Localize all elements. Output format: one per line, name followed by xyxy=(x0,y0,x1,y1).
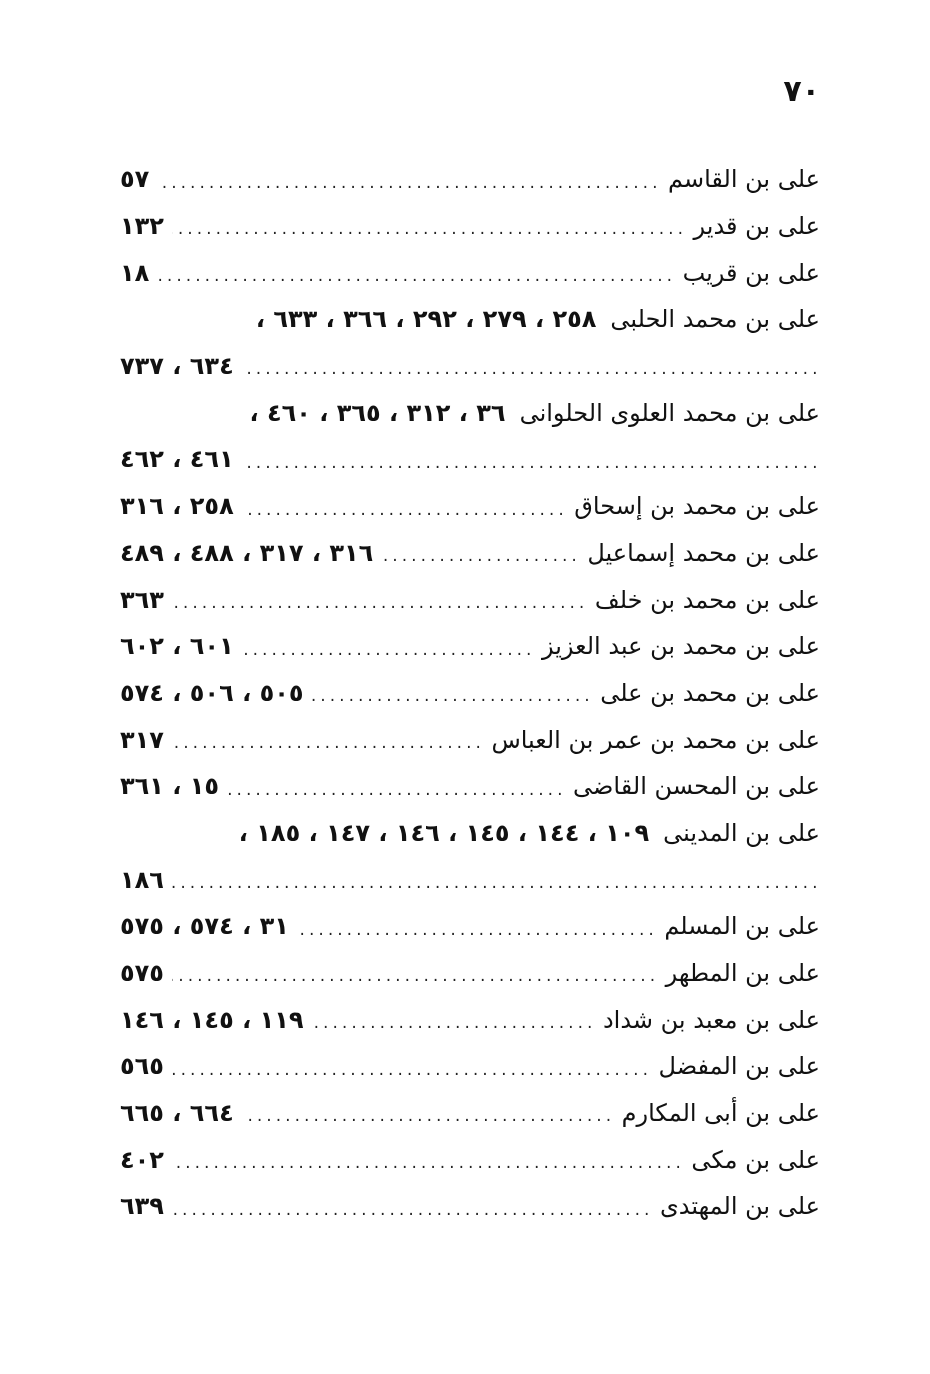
index-entry xyxy=(120,530,820,577)
leader-dots xyxy=(157,177,660,203)
index-entry xyxy=(120,810,820,857)
entry-name: على بن المطهر xyxy=(665,959,820,988)
index-entry xyxy=(120,903,820,950)
entry-pages: ٦٠١ ، ٦٠٢ xyxy=(120,632,234,661)
index-entry xyxy=(120,576,820,623)
index-entry-continuation xyxy=(120,436,820,483)
leader-dots xyxy=(312,1017,595,1043)
leader-dots xyxy=(242,644,534,670)
entry-pages: ٣١٧ xyxy=(120,725,164,754)
entry-name: على بن مكى xyxy=(691,1145,820,1174)
leader-dots xyxy=(172,970,658,996)
entry-name: على بن محمد بن على xyxy=(600,678,820,707)
leader-dots xyxy=(312,690,593,716)
entry-pages: ٥٦٥ xyxy=(120,1052,164,1081)
entry-pages: ٥٧ xyxy=(120,165,150,194)
leader-dots xyxy=(172,1157,683,1183)
entry-pages: ١٣٢ xyxy=(120,212,164,241)
entry-name: على بن أبى المكارم xyxy=(621,1099,820,1128)
entry-name: على بن القاسم xyxy=(668,165,820,194)
entry-pages: ٦٣٤ ، ٧٣٧ xyxy=(120,352,234,381)
entry-pages: ١١٩ ، ١٤٥ ، ١٤٦ xyxy=(120,1005,304,1034)
entry-pages: ٥٠٥ ، ٥٠٦ ، ٥٧٤ xyxy=(120,678,304,707)
index-entry xyxy=(120,156,820,203)
entry-name: على بن محمد بن عمر بن العباس xyxy=(491,725,820,754)
leader-dots xyxy=(242,363,820,389)
leader-dots xyxy=(172,597,587,623)
index-entry xyxy=(120,716,820,763)
index-entry xyxy=(120,623,820,670)
entry-pages: ٣٦ ، ٣١٢ ، ٣٦٥ ، ٤٦٠ ، xyxy=(249,398,506,427)
index-entry xyxy=(120,203,820,250)
entry-pages: ١٥ ، ٣٦١ xyxy=(120,772,220,801)
index-entry xyxy=(120,1090,820,1137)
leader-dots xyxy=(172,877,820,903)
entry-pages: ٥٧٥ xyxy=(120,959,164,988)
index-entry xyxy=(120,1136,820,1183)
index-entry xyxy=(120,249,820,296)
index-entry-continuation xyxy=(120,856,820,903)
entry-name: على بن محمد إسماعيل xyxy=(587,538,820,567)
index-entry xyxy=(120,389,820,436)
leader-dots xyxy=(172,1204,652,1230)
entry-pages: ٣١ ، ٥٧٤ ، ٥٧٥ xyxy=(120,912,289,941)
index-entry xyxy=(120,996,820,1043)
index-entry xyxy=(120,1183,820,1230)
entry-pages: ٤٠٢ xyxy=(120,1145,164,1174)
entry-name: على بن محمد بن عبد العزيز xyxy=(541,632,820,661)
leader-dots xyxy=(172,223,686,249)
entry-pages: ٣١٦ ، ٣١٧ ، ٤٨٨ ، ٤٨٩ xyxy=(120,538,374,567)
entry-pages: ٦٦٤ ، ٦٦٥ xyxy=(120,1099,234,1128)
entry-name: على بن معبد بن شداد xyxy=(602,1005,820,1034)
entry-name: على بن المحسن القاضى xyxy=(573,772,820,801)
index-entry-continuation xyxy=(120,343,820,390)
entry-name: على بن المفضل xyxy=(658,1052,820,1081)
index-entry xyxy=(120,483,820,530)
leader-dots xyxy=(297,924,656,950)
entry-name: على بن محمد الحلبى xyxy=(610,305,820,334)
index-entry xyxy=(120,296,820,343)
leader-dots xyxy=(242,457,820,483)
entry-name: على بن محمد العلوى الحلوانى xyxy=(519,398,820,427)
index-entry xyxy=(120,763,820,810)
leader-dots xyxy=(242,504,567,530)
leader-dots xyxy=(381,550,579,576)
entry-name: على بن المدينى xyxy=(663,818,820,847)
entry-pages: ٤٦١ ، ٤٦٢ xyxy=(120,445,234,474)
entry-name: على بن المهتدى xyxy=(659,1192,820,1221)
leader-dots xyxy=(172,1064,651,1090)
entry-pages: ١٠٩ ، ١٤٤ ، ١٤٥ ، ١٤٦ ، ١٤٧ ، ١٨٥ ، xyxy=(238,818,650,847)
leader-dots xyxy=(227,784,565,810)
entry-name: على بن المسلم xyxy=(664,912,820,941)
entry-name: على بن محمد بن خلف xyxy=(594,585,820,614)
page-number: ٧٠ xyxy=(783,74,820,109)
leader-dots xyxy=(242,1110,614,1136)
index-entry xyxy=(120,670,820,717)
entry-name: على بن قدير xyxy=(693,212,820,241)
entry-pages: ٢٥٨ ، ٢٧٩ ، ٢٩٢ ، ٣٦٦ ، ٦٣٣ ، xyxy=(255,305,597,334)
leader-dots xyxy=(172,737,483,763)
index-entry xyxy=(120,1043,820,1090)
entry-name: على بن قريب xyxy=(682,258,820,287)
entry-pages: ١٨ xyxy=(120,258,150,287)
name-index xyxy=(120,156,820,1230)
entry-pages: ١٨٦ xyxy=(120,865,164,894)
entry-pages: ٦٣٩ xyxy=(120,1192,164,1221)
leader-dots xyxy=(157,270,674,296)
index-entry xyxy=(120,950,820,997)
entry-name: على بن محمد بن إسحاق xyxy=(574,492,820,521)
entry-pages: ٣٦٣ xyxy=(120,585,164,614)
entry-pages: ٢٥٨ ، ٣١٦ xyxy=(120,492,234,521)
